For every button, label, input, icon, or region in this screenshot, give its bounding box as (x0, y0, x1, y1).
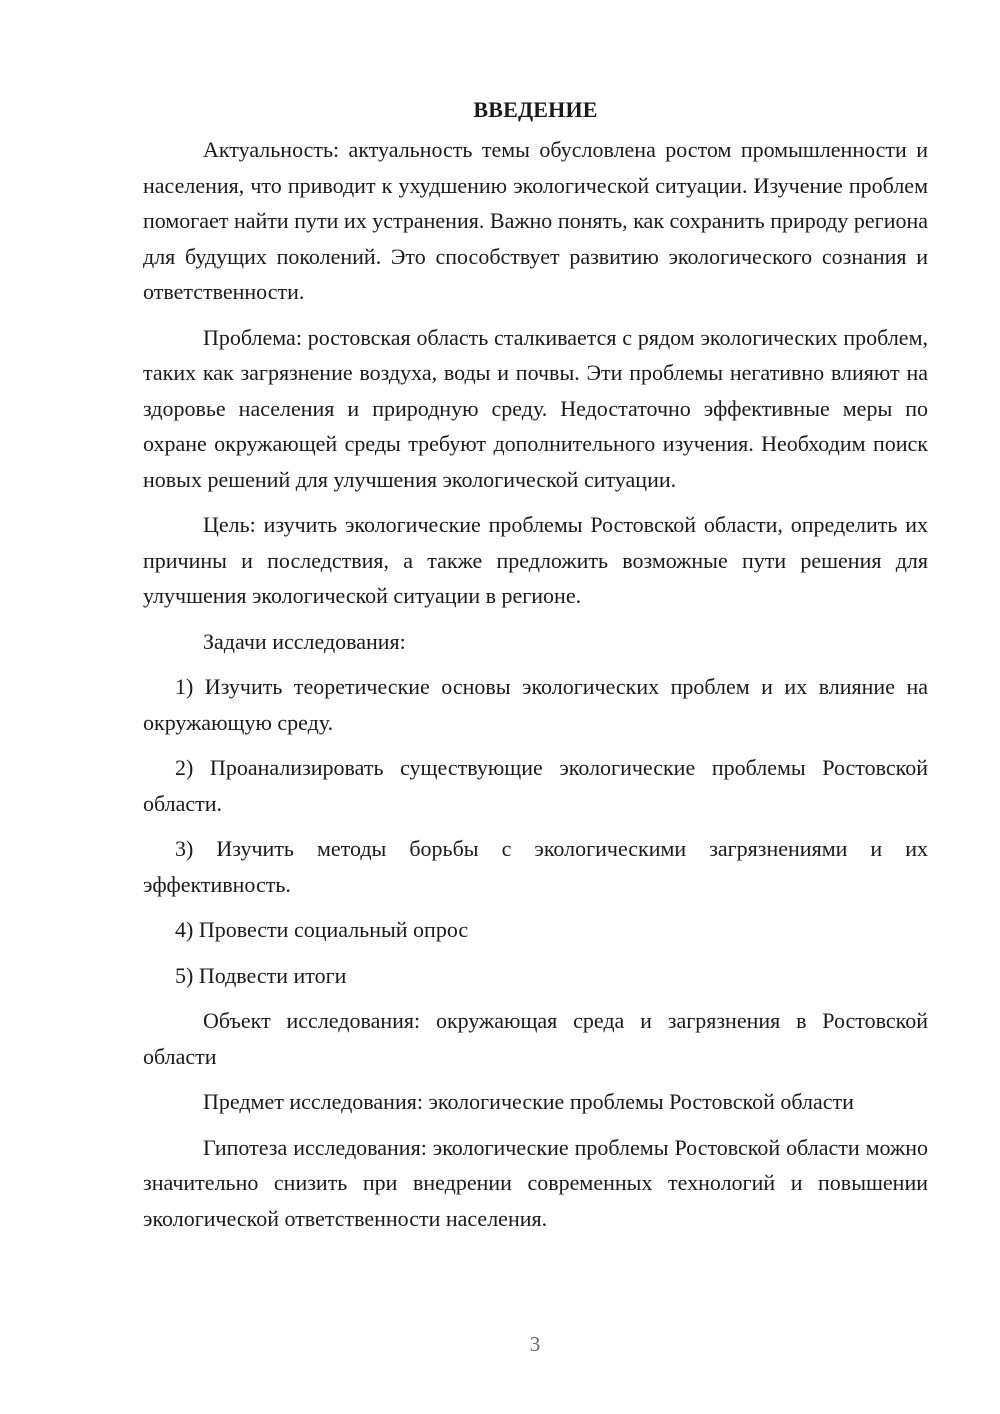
paragraph-relevance: Актуальность: актуальность темы обусловлена ростом промышленности и населения, что приводит к ухудшению экологической ситуации. Изучение проблем помогает найти пути их устранения. Важно понять, как сохранить природу региона для будущих поколений. Это способствует развитию экологического сознания и ответственности. (143, 137, 928, 304)
paragraph-subject: Предмет исследования: экологические проблемы Ростовской области (203, 1089, 854, 1114)
tasks-heading: Задачи исследования: (203, 628, 406, 654)
paragraph-hypothesis: Гипотеза исследования: экологические проблемы Ростовской области можно значительно снизить при внедрении современных технологий и повышении экологической ответственности населения. (143, 1134, 928, 1231)
task-item-5: 5) Подвести итоги (175, 962, 347, 988)
document-page (143, 92, 928, 1236)
page-number: 3 (529, 1332, 541, 1356)
paragraph-object: Объект исследования: окружающая среда и загрязнения в Ростовской области (143, 1008, 928, 1069)
task-item-3: 3) Изучить методы борьбы с экологическими загрязнениями и их эффективность. (143, 836, 928, 897)
paragraph-problem: Проблема: ростовская область сталкивается с рядом экологических проблем, таких как загрязнение воздуха, воды и почвы. Эти проблемы негативно влияют на здоровье населения и природную среду. Недостаточно эффективные меры по охране окружающей среды требуют дополнительного изучения. Необходим поиск новых решений для улучшения экологической ситуации. (143, 324, 928, 492)
paragraph-goal: Цель: изучить экологические проблемы Ростовской области, определить их причины и последствия, а также предложить возможные пути решения для улучшения экологической ситуации в регионе. (143, 512, 928, 608)
task-item-1: 1) Изучить теоретические основы экологических проблем и их влияние на окружающую среду. (143, 674, 928, 735)
task-item-4: 4) Провести социальный опрос (175, 917, 469, 942)
task-item-2: 2) Проанализировать существующие экологические проблемы Ростовской области. (143, 755, 928, 816)
page-title: ВВЕДЕНИЕ (473, 97, 598, 122)
